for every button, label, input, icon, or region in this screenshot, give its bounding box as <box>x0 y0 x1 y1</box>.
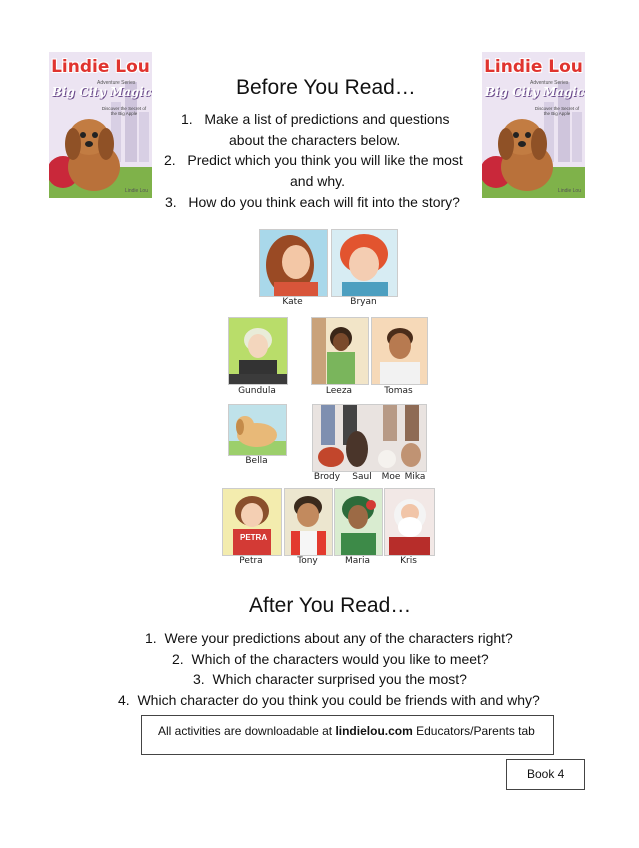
portrait-leeza <box>311 317 369 385</box>
item-number: 3. <box>193 671 205 687</box>
portrait-petra <box>222 488 282 556</box>
book-subtitle: Big City Magic <box>484 85 585 99</box>
after-item-2 <box>172 651 489 667</box>
book-series: Adventure Series <box>530 80 569 86</box>
caption-mika: Mika <box>404 472 426 482</box>
portrait-bryan <box>331 229 398 297</box>
item-text: Were your predictions about any of the characters right? <box>164 630 513 646</box>
before-item-1 <box>181 111 450 127</box>
caption-petra: Petra <box>239 556 263 566</box>
caption-bryan: Bryan <box>350 297 377 307</box>
download-note-box <box>141 715 554 755</box>
book-number-box <box>506 759 585 790</box>
caption-gundula: Gundula <box>238 386 276 396</box>
download-note-prefix: All activities are downloadable at <box>158 724 336 738</box>
book-title: Lindie Lou <box>484 57 583 77</box>
caption-brody: Brody <box>313 472 341 482</box>
item-text: Which character do you think you could be friends with and why? <box>137 692 540 708</box>
before-item-2-cont: and why. <box>290 173 345 189</box>
item-number: 2. <box>164 152 176 168</box>
book-author: Lindie Lou <box>557 188 581 194</box>
item-number: 1. <box>181 111 193 127</box>
caption-tony: Tony <box>297 556 318 566</box>
book-subtitle: Big City Magic <box>51 85 152 99</box>
book-author: Lindie Lou <box>124 188 148 194</box>
before-heading: Before You Read… <box>236 76 416 99</box>
caption-bella: Bella <box>245 456 268 466</box>
portrait-tomas <box>371 317 428 385</box>
website-link[interactable]: lindielou.com <box>335 724 413 738</box>
item-text: Predict which you think you will like the most <box>187 152 463 168</box>
item-number: 3. <box>165 194 177 210</box>
portrait-tony <box>284 488 333 556</box>
book-tagline: Discover the Secret of the Big Apple <box>101 106 147 116</box>
portrait-kris <box>384 488 435 556</box>
download-note-suffix: Educators/Parents tab <box>412 724 535 738</box>
portrait-gundula <box>228 317 288 385</box>
book-cover-left <box>49 52 152 198</box>
download-note <box>158 724 535 738</box>
caption-kris: Kris <box>400 556 417 566</box>
item-text: How do you think each will fit into the story? <box>188 194 460 210</box>
before-item-3 <box>165 194 460 210</box>
caption-kate: Kate <box>282 297 303 307</box>
item-text: Make a list of predictions and questions <box>204 111 450 127</box>
after-item-3 <box>193 671 467 687</box>
book-cover-right <box>482 52 585 198</box>
book-tagline: Discover the Secret of the Big Apple <box>534 106 580 116</box>
item-number: 2. <box>172 651 184 667</box>
caption-saul: Saul <box>352 472 372 482</box>
book-series: Adventure Series <box>97 80 136 86</box>
item-text: Which character surprised you the most? <box>212 671 467 687</box>
caption-leeza: Leeza <box>325 386 353 396</box>
before-item-1-cont: about the characters below. <box>229 132 401 148</box>
caption-moe: Moe <box>381 472 401 482</box>
after-item-4 <box>118 692 540 708</box>
item-text: Which of the characters would you like to meet? <box>191 651 489 667</box>
before-item-2 <box>164 152 463 168</box>
petra-shirt-label: PETRA <box>240 533 268 542</box>
portrait-bella <box>228 404 287 456</box>
after-heading: After You Read… <box>249 594 412 617</box>
after-item-1 <box>145 630 513 646</box>
portrait-kate <box>259 229 328 297</box>
item-number: 4. <box>118 692 130 708</box>
book-number: Book 4 <box>527 767 565 781</box>
portrait-dogs <box>312 404 427 472</box>
item-number: 1. <box>145 630 157 646</box>
caption-maria: Maria <box>345 556 370 566</box>
book-title: Lindie Lou <box>51 57 150 77</box>
portrait-maria <box>334 488 383 556</box>
caption-tomas: Tomas <box>384 386 413 396</box>
